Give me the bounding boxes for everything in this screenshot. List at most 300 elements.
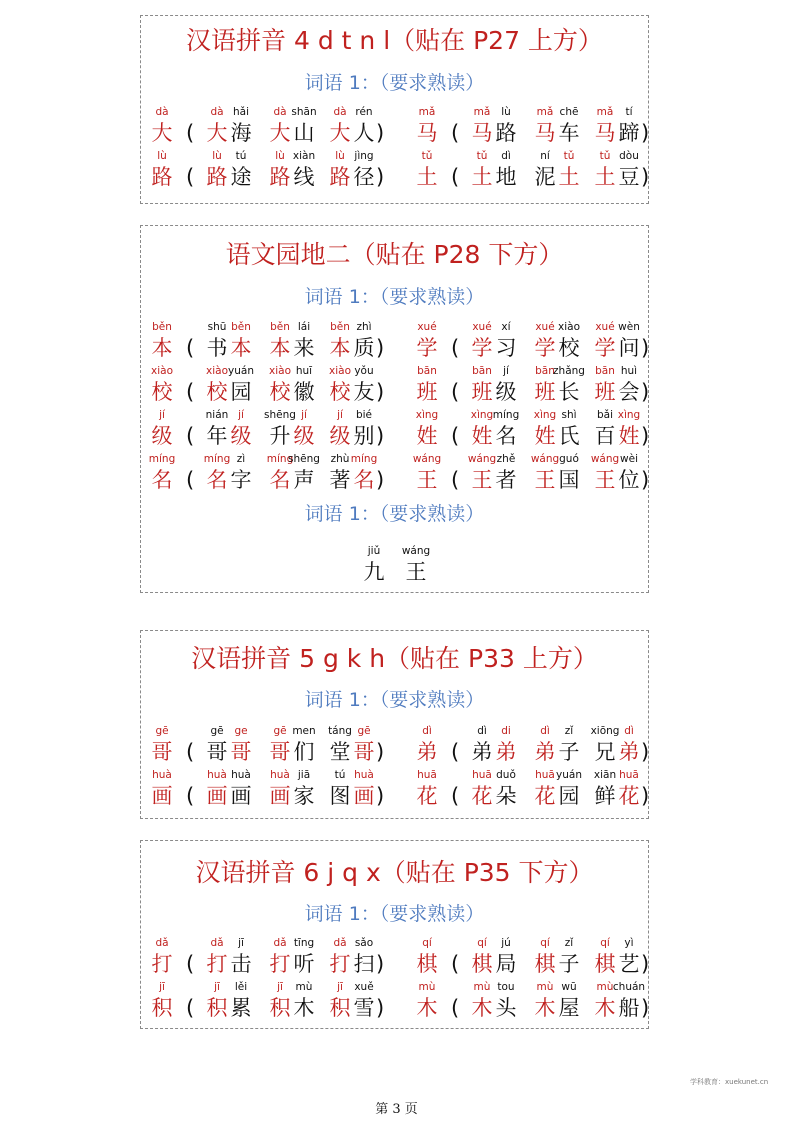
pinyin-label: yuán xyxy=(556,769,582,781)
pinyin-label: tou xyxy=(497,981,515,993)
pinyin-label: di xyxy=(501,725,511,737)
pinyin-label: bié xyxy=(355,409,373,421)
pinyin-label: zhě xyxy=(496,453,516,465)
hanzi-char: 级 xyxy=(151,424,173,448)
hanzi-char: 别 xyxy=(353,424,375,448)
hanzi-char: 学 xyxy=(416,336,438,360)
pinyin-label: qí xyxy=(477,937,487,949)
pinyin-label: qí xyxy=(540,937,550,949)
close-paren: ) xyxy=(641,784,650,808)
hanzi-char: 画 xyxy=(230,784,252,808)
pinyin-label: xiào xyxy=(558,321,580,333)
pinyin-label: zhù xyxy=(330,453,350,465)
pinyin-label: men xyxy=(292,725,316,737)
hanzi-char: 名 xyxy=(269,468,291,492)
hanzi-char: 打 xyxy=(329,952,351,976)
hanzi-char: 学 xyxy=(534,336,556,360)
publisher-logo-text: 学科教育：xuekunet.cn xyxy=(690,1078,769,1086)
hanzi-char: 来 xyxy=(293,336,315,360)
pinyin-label: běn xyxy=(330,321,350,333)
open-paren: ( xyxy=(451,336,460,360)
vocab-subheading: 词语 1：（要求熟读） xyxy=(304,286,485,308)
open-paren: ( xyxy=(186,165,195,189)
hanzi-char: 王 xyxy=(416,468,438,492)
hanzi-char: 姓 xyxy=(618,424,640,448)
pinyin-label: míng xyxy=(266,453,294,465)
hanzi-char: 路 xyxy=(206,165,228,189)
close-paren: ) xyxy=(376,996,385,1020)
hanzi-char: 土 xyxy=(471,165,493,189)
pinyin-label: dòu xyxy=(619,150,639,162)
hanzi-char: 徽 xyxy=(293,380,315,404)
hanzi-item xyxy=(150,937,174,981)
hanzi-item xyxy=(617,150,641,194)
pinyin-label: lěi xyxy=(234,981,248,993)
pinyin-label: huì xyxy=(620,365,638,377)
pinyin-label: chē xyxy=(559,106,579,118)
hanzi-item xyxy=(352,937,376,981)
hanzi-char: 路 xyxy=(151,165,173,189)
section-title: 汉语拼音 5 g k h（贴在 P33 上方） xyxy=(191,644,598,673)
pinyin-label: dì xyxy=(422,725,432,737)
pinyin-label: duǒ xyxy=(496,769,516,781)
pinyin-label: zhǎng xyxy=(553,365,585,377)
pinyin-label: mù xyxy=(295,981,313,993)
pinyin-label: tǔ xyxy=(599,150,611,162)
hanzi-char: 校 xyxy=(329,380,351,404)
vocab-subheading: 词语 1：（要求熟读） xyxy=(304,689,485,711)
pinyin-label: xiān xyxy=(593,769,617,781)
hanzi-char: 级 xyxy=(230,424,252,448)
pinyin-label: wèn xyxy=(618,321,640,333)
pinyin-label: shēng xyxy=(288,453,320,465)
pinyin-label: xué xyxy=(472,321,492,333)
hanzi-char: 弟 xyxy=(495,740,517,764)
hanzi-char: 年 xyxy=(206,424,228,448)
hanzi-char: 木 xyxy=(293,996,315,1020)
hanzi-char: 国 xyxy=(558,468,580,492)
hanzi-char: 积 xyxy=(206,996,228,1020)
pinyin-label: xiào xyxy=(269,365,291,377)
close-paren: ) xyxy=(376,165,385,189)
hanzi-char: 路 xyxy=(269,165,291,189)
pinyin-label: lái xyxy=(297,321,311,333)
pinyin-label: yì xyxy=(624,937,634,949)
pinyin-label: jú xyxy=(501,937,511,949)
pinyin-label: lù xyxy=(212,150,222,162)
hanzi-char: 土 xyxy=(558,165,580,189)
hanzi-char: 花 xyxy=(534,784,556,808)
hanzi-char: 班 xyxy=(594,380,616,404)
pinyin-label: jī xyxy=(277,981,283,993)
hanzi-item xyxy=(150,453,174,497)
hanzi-char: 本 xyxy=(230,336,252,360)
pinyin-label: zì xyxy=(236,453,246,465)
hanzi-item xyxy=(412,453,442,497)
hanzi-char: 质 xyxy=(353,336,375,360)
hanzi-item xyxy=(415,769,439,813)
open-paren: ( xyxy=(451,468,460,492)
pinyin-label: xí xyxy=(501,321,511,333)
hanzi-item xyxy=(617,453,641,497)
pinyin-label: huà xyxy=(354,769,374,781)
hanzi-char: 海 xyxy=(230,121,252,145)
hanzi-char: 校 xyxy=(206,380,228,404)
hanzi-char: 兄 xyxy=(594,740,616,764)
hanzi-char: 土 xyxy=(594,165,616,189)
hanzi-item xyxy=(352,769,376,813)
close-paren: ) xyxy=(376,468,385,492)
vocab-row xyxy=(141,981,648,1025)
pinyin-label: wáng xyxy=(401,545,431,557)
vocab-subheading: 词语 1：（要求熟读） xyxy=(304,903,485,925)
pinyin-label: hǎi xyxy=(232,106,249,118)
pinyin-label: chuán xyxy=(612,981,646,993)
pinyin-label: wū xyxy=(561,981,577,993)
hanzi-char: 积 xyxy=(151,996,173,1020)
hanzi-char: 氏 xyxy=(558,424,580,448)
pinyin-label: wáng xyxy=(590,453,620,465)
open-paren: ( xyxy=(451,784,460,808)
hanzi-item xyxy=(352,725,376,769)
hanzi-char: 级 xyxy=(293,424,315,448)
hanzi-char: 本 xyxy=(151,336,173,360)
hanzi-char: 校 xyxy=(151,380,173,404)
close-paren: ) xyxy=(641,424,650,448)
hanzi-char: 子 xyxy=(558,740,580,764)
pinyin-label: jiǔ xyxy=(367,545,381,557)
hanzi-char: 班 xyxy=(471,380,493,404)
hanzi-char: 学 xyxy=(594,336,616,360)
open-paren: ( xyxy=(451,740,460,764)
hanzi-char: 友 xyxy=(353,380,375,404)
hanzi-char: 弟 xyxy=(618,740,640,764)
pinyin-label: jí xyxy=(238,409,244,421)
open-paren: ( xyxy=(451,952,460,976)
close-paren: ) xyxy=(641,121,650,145)
open-paren: ( xyxy=(186,996,195,1020)
hanzi-char: 们 xyxy=(293,740,315,764)
pinyin-label: mǎ xyxy=(536,106,554,118)
pinyin-label: jí xyxy=(337,409,343,421)
pinyin-label: xué xyxy=(535,321,555,333)
pinyin-label: dì xyxy=(477,725,487,737)
hanzi-char: 花 xyxy=(618,784,640,808)
pinyin-label: ge xyxy=(234,725,248,737)
hanzi-char: 王 xyxy=(534,468,556,492)
hanzi-char: 人 xyxy=(353,121,375,145)
hanzi-item xyxy=(352,321,376,365)
hanzi-char: 会 xyxy=(618,380,640,404)
pinyin-label: xìng xyxy=(533,409,557,421)
hanzi-char: 头 xyxy=(495,996,517,1020)
pinyin-label: mù xyxy=(596,981,614,993)
pinyin-label: qí xyxy=(422,937,432,949)
pinyin-label: wáng xyxy=(412,453,442,465)
close-paren: ) xyxy=(376,380,385,404)
close-paren: ) xyxy=(376,121,385,145)
hanzi-char: 字 xyxy=(230,468,252,492)
pinyin-label: nián xyxy=(205,409,229,421)
pinyin-label: shēng xyxy=(264,409,296,421)
pinyin-label: lù xyxy=(501,106,511,118)
hanzi-char: 豆 xyxy=(618,165,640,189)
close-paren: ) xyxy=(641,380,650,404)
open-paren: ( xyxy=(186,336,195,360)
extra-word-row xyxy=(141,545,648,589)
pinyin-label: dì xyxy=(501,150,511,162)
pinyin-label: xué xyxy=(595,321,615,333)
open-paren: ( xyxy=(451,380,460,404)
hanzi-char: 马 xyxy=(471,121,493,145)
close-paren: ) xyxy=(641,952,650,976)
section-card xyxy=(140,630,649,819)
hanzi-item xyxy=(352,365,376,409)
hanzi-char: 王 xyxy=(594,468,616,492)
hanzi-item xyxy=(352,409,376,453)
pinyin-label: jìng xyxy=(354,150,374,162)
pinyin-label: shān xyxy=(291,106,317,118)
close-paren: ) xyxy=(376,952,385,976)
pinyin-label: míng xyxy=(203,453,231,465)
pinyin-label: guó xyxy=(559,453,579,465)
hanzi-char: 路 xyxy=(495,121,517,145)
pinyin-label: tú xyxy=(334,769,346,781)
pinyin-label: tǔ xyxy=(476,150,488,162)
pinyin-label: xiàn xyxy=(292,150,316,162)
hanzi-item xyxy=(415,150,439,194)
pinyin-label: jí xyxy=(301,409,307,421)
hanzi-char: 弟 xyxy=(416,740,438,764)
pinyin-label: zǐ xyxy=(564,725,574,737)
open-paren: ( xyxy=(186,121,195,145)
pinyin-label: dì xyxy=(624,725,634,737)
hanzi-char: 本 xyxy=(269,336,291,360)
hanzi-char: 画 xyxy=(151,784,173,808)
hanzi-item xyxy=(150,106,174,150)
pinyin-label: huà xyxy=(270,769,290,781)
hanzi-item xyxy=(415,365,439,409)
hanzi-char: 图 xyxy=(329,784,351,808)
pinyin-label: gē xyxy=(273,725,287,737)
hanzi-char: 打 xyxy=(206,952,228,976)
hanzi-char: 花 xyxy=(416,784,438,808)
pinyin-label: sǎo xyxy=(354,937,374,949)
hanzi-char: 棋 xyxy=(471,952,493,976)
vocab-subheading: 词语 1：（要求熟读） xyxy=(304,72,485,94)
hanzi-char: 园 xyxy=(558,784,580,808)
hanzi-char: 途 xyxy=(230,165,252,189)
open-paren: ( xyxy=(186,740,195,764)
pinyin-label: tǔ xyxy=(563,150,575,162)
hanzi-char: 大 xyxy=(329,121,351,145)
hanzi-item xyxy=(415,106,439,150)
pinyin-label: dà xyxy=(333,106,347,118)
pinyin-label: tí xyxy=(625,106,633,118)
hanzi-char: 习 xyxy=(495,336,517,360)
pinyin-label: jī xyxy=(159,981,165,993)
hanzi-char: 打 xyxy=(269,952,291,976)
hanzi-char: 画 xyxy=(269,784,291,808)
pinyin-label: shì xyxy=(561,409,577,421)
hanzi-char: 泥 xyxy=(534,165,556,189)
pinyin-label: jī xyxy=(238,937,244,949)
hanzi-char: 路 xyxy=(329,165,351,189)
hanzi-char: 本 xyxy=(329,336,351,360)
open-paren: ( xyxy=(186,784,195,808)
pinyin-label: lù xyxy=(335,150,345,162)
hanzi-char: 木 xyxy=(416,996,438,1020)
pinyin-label: xìng xyxy=(415,409,439,421)
pinyin-label: xiào xyxy=(206,365,228,377)
pinyin-label: tǔ xyxy=(421,150,433,162)
pinyin-label: lù xyxy=(157,150,167,162)
hanzi-item xyxy=(352,453,376,497)
hanzi-char: 大 xyxy=(269,121,291,145)
pinyin-label: huī xyxy=(295,365,313,377)
hanzi-char: 棋 xyxy=(594,952,616,976)
pinyin-label: yuán xyxy=(228,365,254,377)
hanzi-char: 听 xyxy=(293,952,315,976)
hanzi-char: 土 xyxy=(416,165,438,189)
vocab-row xyxy=(141,937,648,981)
hanzi-char: 问 xyxy=(618,336,640,360)
hanzi-char: 地 xyxy=(495,165,517,189)
hanzi-char: 哥 xyxy=(206,740,228,764)
hanzi-char: 位 xyxy=(618,468,640,492)
hanzi-item xyxy=(415,321,439,365)
hanzi-char: 马 xyxy=(416,121,438,145)
hanzi-char: 名 xyxy=(495,424,517,448)
hanzi-char: 园 xyxy=(230,380,252,404)
pinyin-label: mǎ xyxy=(596,106,614,118)
close-paren: ) xyxy=(641,468,650,492)
close-paren: ) xyxy=(376,784,385,808)
pinyin-label: bān xyxy=(472,365,492,377)
pinyin-label: huà xyxy=(231,769,251,781)
hanzi-char: 长 xyxy=(558,380,580,404)
page-number: 第 3 页 xyxy=(375,1102,418,1117)
hanzi-char: 大 xyxy=(151,121,173,145)
close-paren: ) xyxy=(641,336,650,360)
hanzi-char: 积 xyxy=(329,996,351,1020)
pinyin-label: wèi xyxy=(620,453,638,465)
pinyin-label: huà xyxy=(152,769,172,781)
hanzi-char: 木 xyxy=(471,996,493,1020)
pinyin-label: tú xyxy=(235,150,247,162)
hanzi-char: 画 xyxy=(206,784,228,808)
hanzi-char: 哥 xyxy=(353,740,375,764)
pinyin-label: dà xyxy=(155,106,169,118)
hanzi-char: 名 xyxy=(206,468,228,492)
hanzi-char: 积 xyxy=(269,996,291,1020)
pinyin-label: bǎi xyxy=(596,409,614,421)
open-paren: ( xyxy=(186,380,195,404)
hanzi-item xyxy=(150,365,174,409)
hanzi-char: 著 xyxy=(329,468,351,492)
hanzi-item xyxy=(617,409,641,453)
pinyin-label: dǎ xyxy=(155,937,169,949)
pinyin-label: zhì xyxy=(356,321,372,333)
close-paren: ) xyxy=(376,424,385,448)
pinyin-label: běn xyxy=(270,321,290,333)
hanzi-char: 鲜 xyxy=(594,784,616,808)
vocab-row xyxy=(141,453,648,497)
hanzi-char: 艺 xyxy=(618,952,640,976)
pinyin-label: huā xyxy=(417,769,437,781)
hanzi-char: 弟 xyxy=(471,740,493,764)
hanzi-char: 大 xyxy=(206,121,228,145)
hanzi-char: 名 xyxy=(353,468,375,492)
section-card xyxy=(140,15,649,204)
hanzi-item xyxy=(415,725,439,769)
pinyin-label: míng xyxy=(350,453,378,465)
hanzi-char: 雪 xyxy=(353,996,375,1020)
open-paren: ( xyxy=(451,996,460,1020)
hanzi-char: 百 xyxy=(594,424,616,448)
pinyin-label: mǎ xyxy=(473,106,491,118)
hanzi-item xyxy=(617,937,641,981)
vocab-row xyxy=(141,769,648,813)
pinyin-label: mǎ xyxy=(418,106,436,118)
vocab-row xyxy=(141,321,648,365)
open-paren: ( xyxy=(451,121,460,145)
hanzi-char: 级 xyxy=(329,424,351,448)
hanzi-item xyxy=(352,981,376,1025)
pinyin-label: bān xyxy=(595,365,615,377)
hanzi-item xyxy=(612,981,646,1025)
hanzi-char: 山 xyxy=(293,121,315,145)
hanzi-char: 局 xyxy=(495,952,517,976)
hanzi-char: 木 xyxy=(594,996,616,1020)
hanzi-char: 学 xyxy=(471,336,493,360)
pinyin-label: xìng xyxy=(617,409,641,421)
open-paren: ( xyxy=(186,952,195,976)
hanzi-item xyxy=(150,321,174,365)
close-paren: ) xyxy=(376,740,385,764)
pinyin-label: shū xyxy=(207,321,227,333)
close-paren: ) xyxy=(641,740,650,764)
pinyin-label: dà xyxy=(210,106,224,118)
hanzi-item xyxy=(617,769,641,813)
hanzi-char: 书 xyxy=(206,336,228,360)
pinyin-label: jí xyxy=(503,365,509,377)
hanzi-char: 校 xyxy=(269,380,291,404)
hanzi-char: 级 xyxy=(495,380,517,404)
hanzi-char: 校 xyxy=(558,336,580,360)
hanzi-char: 哥 xyxy=(151,740,173,764)
hanzi-char: 名 xyxy=(151,468,173,492)
section-card xyxy=(140,840,649,1029)
hanzi-char: 击 xyxy=(230,952,252,976)
pinyin-label: huā xyxy=(619,769,639,781)
pinyin-label: gē xyxy=(210,725,224,737)
hanzi-char: 花 xyxy=(471,784,493,808)
hanzi-char: 声 xyxy=(293,468,315,492)
hanzi-item xyxy=(150,725,174,769)
close-paren: ) xyxy=(641,996,650,1020)
hanzi-char: 家 xyxy=(293,784,315,808)
hanzi-item xyxy=(150,769,174,813)
hanzi-char: 哥 xyxy=(230,740,252,764)
pinyin-label: rén xyxy=(355,106,373,118)
close-paren: ) xyxy=(641,165,650,189)
section-title: 汉语拼音 6 j q x（贴在 P35 下方） xyxy=(195,858,594,887)
hanzi-char: 姓 xyxy=(416,424,438,448)
open-paren: ( xyxy=(186,468,195,492)
pinyin-label: dì xyxy=(540,725,550,737)
hanzi-item xyxy=(150,409,174,453)
